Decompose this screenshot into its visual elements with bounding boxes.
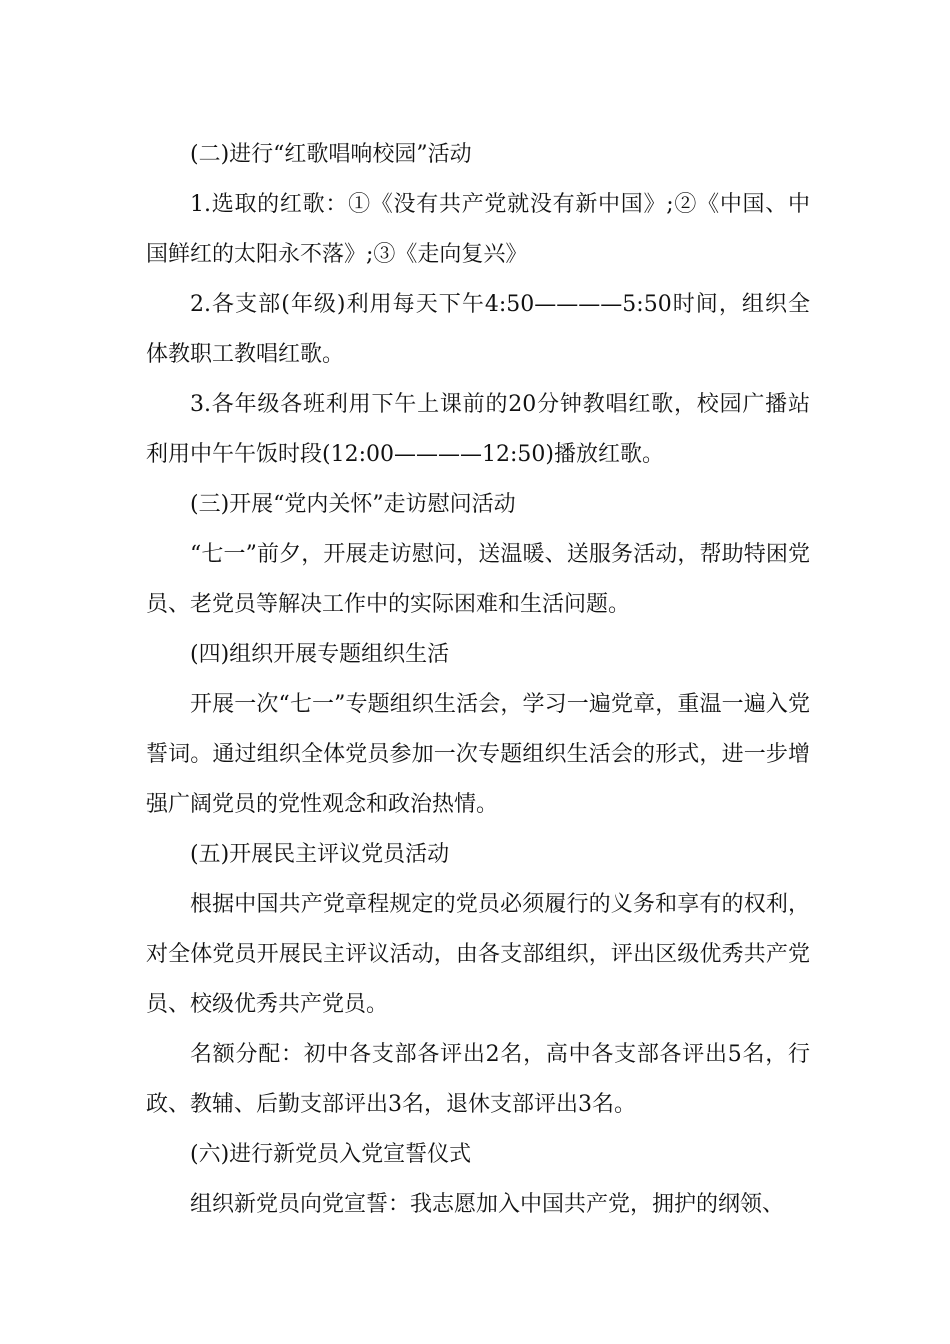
section-heading-visits: (三)开展“党内关怀”走访慰问活动 [190, 492, 516, 517]
paragraph-song-selection: 1.选取的红歌：①《没有共产党就没有新中国》;②《中国、中国鲜红的太阳永不落》;③《走向复兴》 [146, 192, 810, 267]
paragraph-democratic-review: 根据中国共产党章程规定的党员必须履行的义务和享有的权利，对全体党员开展民主评议活动，由各支部组织，评出区级优秀共产党员、校级优秀共产党员。 [146, 892, 810, 1017]
paragraph-oath: 组织新党员向党宣誓：我志愿加入中国共产党，拥护的纲领、 [190, 1192, 785, 1217]
paragraph-visits: “七一”前夕，开展走访慰问，送温暖、送服务活动，帮助特困党员、老党员等解决工作中的实际困难和生活问题。 [146, 542, 810, 617]
paragraph-quota: 名额分配：初中各支部各评出2名，高中各支部各评出5名，行政、教辅、后勤支部评出3名，退休支部评出3名。 [146, 1042, 810, 1117]
paragraph-class-schedule: 3.各年级各班利用下午上课前的20分钟教唱红歌，校园广播站利用中午午饭时段(12:00————12:50)播放红歌。 [146, 392, 810, 467]
section-heading-organization-life: (四)组织开展专题组织生活 [190, 642, 450, 667]
paragraph-branch-schedule: 2.各支部(年级)利用每天下午4:50————5:50时间，组织全体教职工教唱红歌。 [146, 292, 810, 367]
section-heading-oath: (六)进行新党员入党宣誓仪式 [190, 1142, 472, 1167]
section-heading-red-songs: (二)进行“红歌唱响校园”活动 [190, 142, 472, 167]
section-heading-democratic-review: (五)开展民主评议党员活动 [190, 842, 450, 867]
paragraph-organization-life: 开展一次“七一”专题组织生活会，学习一遍党章，重温一遍入党誓词。通过组织全体党员参加一次专题组织生活会的形式，进一步增强广阔党员的党性观念和政治热情。 [146, 692, 810, 817]
document-body [146, 130, 810, 1230]
